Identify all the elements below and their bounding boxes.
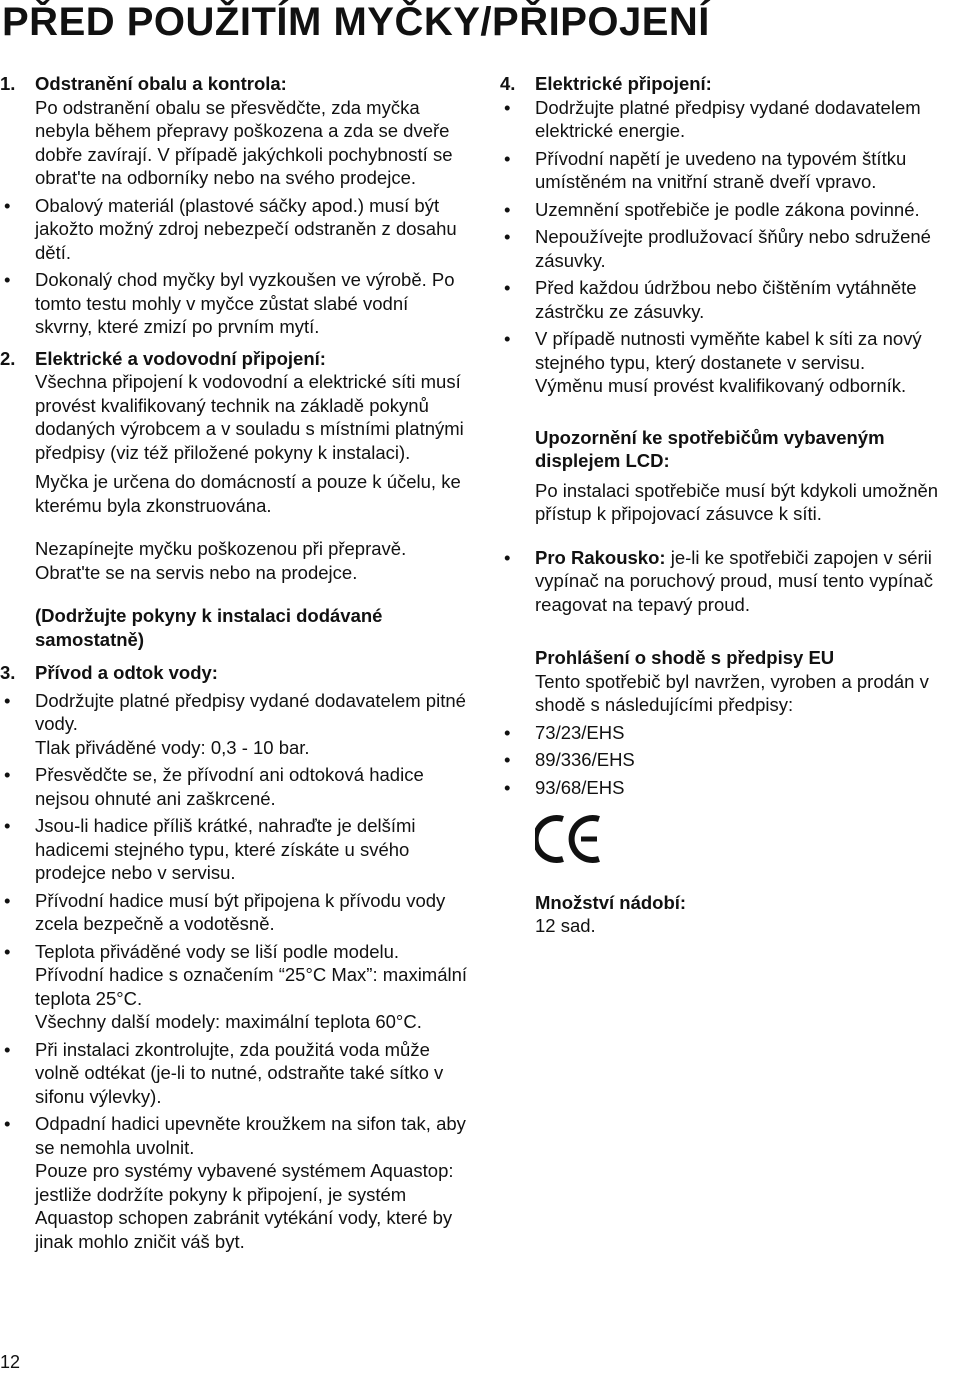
- bullet-icon: •: [504, 749, 511, 770]
- austria-note: • Pro Rakousko: je-li ke spotřebiči zapojen v sérii vypínač na poruchový proud, musí tento vypínač reagovat na tepavý proud.: [500, 546, 960, 617]
- list-item: • 73/23/EHS: [500, 721, 960, 745]
- bullet-icon: •: [504, 96, 511, 118]
- bullet-icon: •: [4, 194, 11, 216]
- list-item: • Před každou údržbou nebo čištěním vytáhněte zástrčku ze zásuvky.: [500, 276, 960, 323]
- eu-heading: Prohlášení o shodě s předpisy EU: [535, 647, 835, 668]
- capacity-value: 12 sad.: [535, 915, 596, 936]
- section-1-heading: 1. Odstranění obalu a kontrola:: [0, 73, 287, 94]
- list-item: • Dodržujte platné předpisy vydané dodavatelem elektrické energie.: [500, 96, 960, 143]
- page-title: PŘED POUŽITÍM MYČKY/PŘIPOJENÍ: [2, 0, 710, 44]
- bullet-icon: •: [4, 1038, 11, 1060]
- list-item: • Nepoužívejte prodlužovací šňůry nebo sdružené zásuvky.: [500, 225, 960, 272]
- list-item: • Obalový materiál (plastové sáčky apod.) musí být jakožto možný zdroj nebezpečí odstraněn z dosahu dětí.: [0, 194, 470, 265]
- section-2-text: Všechna připojení k vodovodní a elektrické síti musí provést kvalifikovaný technik na základě pokynů dodaných výrobcem a v souladu s místními platnými předpisy (viz též přiložené pokyny k instalaci).: [35, 371, 464, 463]
- bullet-icon: •: [4, 689, 11, 711]
- list-item: • Teplota přiváděné vody se liší podle modelu. Přívodní hadice s označením “25°C Max”: maximální teplota 25°C. Všechny další modely: maximální teplota 60°C.: [0, 940, 470, 1034]
- list-item: • Uzemnění spotřebiče je podle zákona povinné.: [500, 198, 960, 222]
- left-column: [0, 72, 470, 1253]
- bullet-icon: •: [504, 147, 511, 169]
- bullet-icon: •: [504, 277, 511, 298]
- lcd-heading: Upozornění ke spotřebičům vybaveným displejem LCD:: [535, 426, 885, 471]
- list-item: • Přívodní hadice musí být připojena k přívodu vody zcela bezpečně a vodotěsně.: [0, 889, 470, 936]
- list-item: • Dokonalý chod myčky byl vyzkoušen ve výrobě. Po tomto testu mohly v myčce zůstat slabé vodní skvrny, které zmizí po prvním mytí.: [0, 268, 470, 339]
- bullet-icon: •: [4, 815, 11, 836]
- section-1-intro: Po odstranění obalu se přesvědčte, zda myčka nebyla během přepravy poškozena a zda se dveře dobře zavírají. V případě jakýchkoli pochybností se obrat'te na odborníky nebo na svého prodejce.: [35, 96, 453, 188]
- bullet-icon: •: [4, 940, 11, 962]
- list-item: • Odpadní hadici upevněte kroužkem na sifon tak, aby se nemohla uvolnit. Pouze pro systémy vybavené systémem Aquastop: jestliže dodržíte pokyny k připojení, je systém Aquastop schopen zabránit vytékání vody, které by jinak mohlo zničit váš byt.: [0, 1112, 470, 1253]
- page-number: 12: [0, 1352, 21, 1372]
- bullet-icon: •: [4, 764, 11, 785]
- eu-text: Tento spotřebič byl navržen, vyroben a prodán v shodě s následujícími předpisy:: [535, 670, 929, 715]
- bullet-icon: •: [504, 226, 511, 247]
- list-item: • Přesvědčte se, že přívodní ani odtoková hadice nejsou ohnuté ani zaškrcené.: [0, 763, 470, 810]
- bullet-icon: •: [504, 546, 511, 568]
- section-3-heading: 3. Přívod a odtok vody:: [0, 662, 218, 683]
- list-item: • V případě nutnosti vyměňte kabel k síti za nový stejného typu, který dostanete v servisu. Výměnu musí provést kvalifikovaný odborník.: [500, 327, 960, 398]
- list-item: • 89/336/EHS: [500, 748, 960, 772]
- right-column: [500, 72, 960, 938]
- section-4-heading: 4. Elektrické připojení:: [500, 73, 712, 94]
- list-item: • Jsou-li hadice příliš krátké, nahraďte je delšími hadicemi stejného typu, které získáte u svého prodejce nebo v servisu.: [0, 814, 470, 885]
- ce-mark-icon: [535, 813, 605, 865]
- section-2-text: Myčka je určena do domácností a pouze k účelu, ke kterému byla zkonstruována.: [35, 471, 461, 516]
- bullet-icon: •: [4, 889, 11, 911]
- list-item: • Dodržujte platné předpisy vydané dodavatelem pitné vody. Tlak přiváděné vody: 0,3 - 10 bar.: [0, 689, 470, 760]
- capacity-label: Množství nádobí:: [535, 891, 687, 913]
- bullet-icon: •: [504, 776, 511, 798]
- bullet-icon: •: [504, 721, 511, 743]
- lcd-text: Po instalaci spotřebiče musí být kdykoli umožněn přístup k připojovací zásuvce k síti.: [535, 479, 939, 524]
- bullet-icon: •: [504, 198, 511, 220]
- list-item: • Přívodní napětí je uvedeno na typovém štítku umístěném na vnitřní straně dveří vpravo.: [500, 147, 960, 194]
- section-2-warning: Nezapínejte myčku poškozenou při přepravě. Obrat'te se na servis nebo na prodejce.: [35, 538, 407, 583]
- bullet-icon: •: [504, 328, 511, 349]
- section-2-heading: 2. Elektrické a vodovodní připojení:: [0, 347, 326, 369]
- list-item: • Při instalaci zkontrolujte, zda použitá voda může volně odtékat (je-li to nutné, odstraňte také sítko v sifonu výlevky).: [0, 1038, 470, 1109]
- section-2-note: (Dodržujte pokyny k instalaci dodávané samostatně): [35, 605, 383, 650]
- bullet-icon: •: [4, 1113, 11, 1134]
- list-item: • 93/68/EHS: [500, 776, 960, 800]
- bullet-icon: •: [4, 269, 11, 290]
